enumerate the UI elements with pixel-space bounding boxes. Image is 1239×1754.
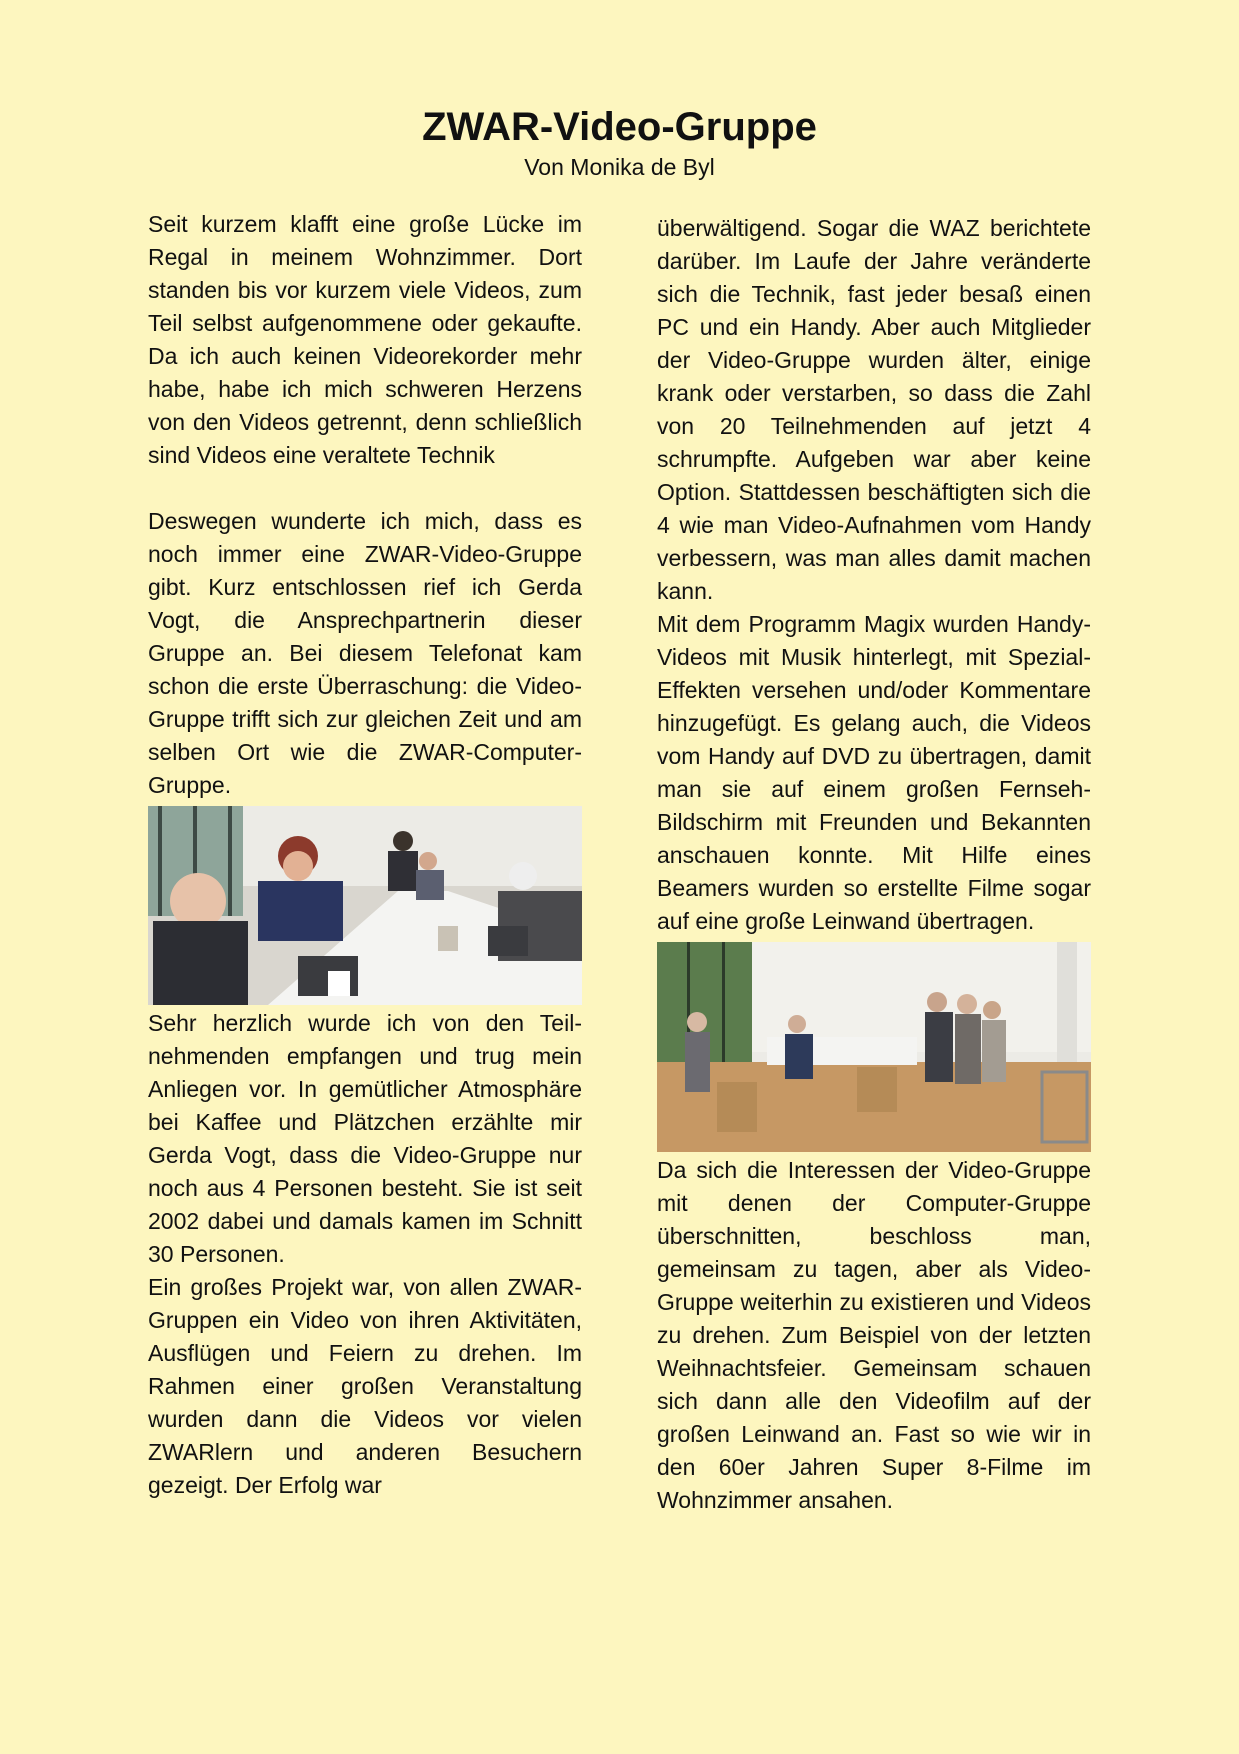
article-title: ZWAR-Video-Gruppe (422, 105, 817, 149)
photo-group-in-room (657, 942, 1091, 1152)
article-byline: Von Monika de Byl (524, 154, 715, 180)
right-column (657, 212, 1091, 1517)
paragraph: überwältigend. Sogar die WAZ berichtete darüber. Im Laufe der Jahre veränderte sich die Technik, fast jeder besaß einen PC und ein Handy. Aber auch Mitglieder der Video-Gruppe wurden älter, einige krank oder verstarben, so dass die Zahl von 20 Teilnehmenden auf jetzt 4 schrumpfte. Aufgeben war aber keine Option. Stattdessen beschäftigten sich die 4 wie man Video-Aufnahmen vom Handy verbessern, was man alles damit machen kann. (657, 215, 1091, 604)
paragraph: Seit kurzem klafft eine große Lücke im Regal in meinem Wohnzimmer. Dort standen bis vor kurzem viele Videos, zum Teil selbst aufgenommene oder gekaufte. Da ich auch keinen Videorekorder mehr habe, habe ich mich schweren Herzens von den Videos getrennt, denn schließlich sind Videos eine veraltete Technik (148, 211, 582, 468)
left-column (148, 208, 582, 1502)
photo-group-at-table (148, 806, 582, 1005)
paragraph: Ein großes Projekt war, von allen ZWAR-Gruppen ein Video von ihren Aktivitäten, Ausflügen und Feiern zu drehen. Im Rahmen einer großen Veranstaltung wurden dann die Videos vor vielen ZWARlern und anderen Besuchern gezeigt. Der Erfolg war (148, 1274, 582, 1498)
paragraph: Da sich die Interessen der Video-Gruppe mit denen der Computer-Gruppe überschnitten, beschloss man, gemeinsam zu tagen, aber als Video-Gruppe weiterhin zu existieren und Videos zu drehen. Zum Beispiel von der letzten Weihnachtsfeier. Gemeinsam schauen sich dann alle den Videofilm auf der großen Leinwand an. Fast so wie wir in den 60er Jahren Super 8-Filme im Wohnzimmer ansahen. (657, 1157, 1091, 1513)
paragraph: Sehr herzlich wurde ich von den Teilnehmenden empfangen und trug mein Anliegen vor. In gemütlicher Atmosphäre bei Kaffee und Plätzchen erzählte mir Gerda Vogt, dass die Video-Gruppe nur noch aus 4 Personen besteht. Sie ist seit 2002 dabei und damals kamen im Schnitt 30 Personen. (148, 1010, 582, 1267)
paragraph: Mit dem Programm Magix wurden Handy-Videos mit Musik hinterlegt, mit Spezial-Effekten versehen und/oder Kommentare hinzugefügt. Es gelang auch, die Videos vom Handy auf DVD zu übertragen, damit man sie auf einem großen Fernseh-Bildschirm mit Freunden und Bekannten anschauen konnte. Mit Hilfe eines Beamers wurden so erstellte Filme sogar auf eine große Leinwand übertragen. (657, 611, 1091, 934)
paragraph: Deswegen wunderte ich mich, dass es noch immer eine ZWAR-Video-Gruppe gibt. Kurz entschlossen rief ich Gerda Vogt, die Ansprechpartnerin dieser Gruppe an. Bei diesem Telefonat kam schon die erste Überraschung: die Video-Gruppe trifft sich zur gleichen Zeit und am selben Ort wie die ZWAR-Computer-Gruppe. (148, 508, 582, 798)
